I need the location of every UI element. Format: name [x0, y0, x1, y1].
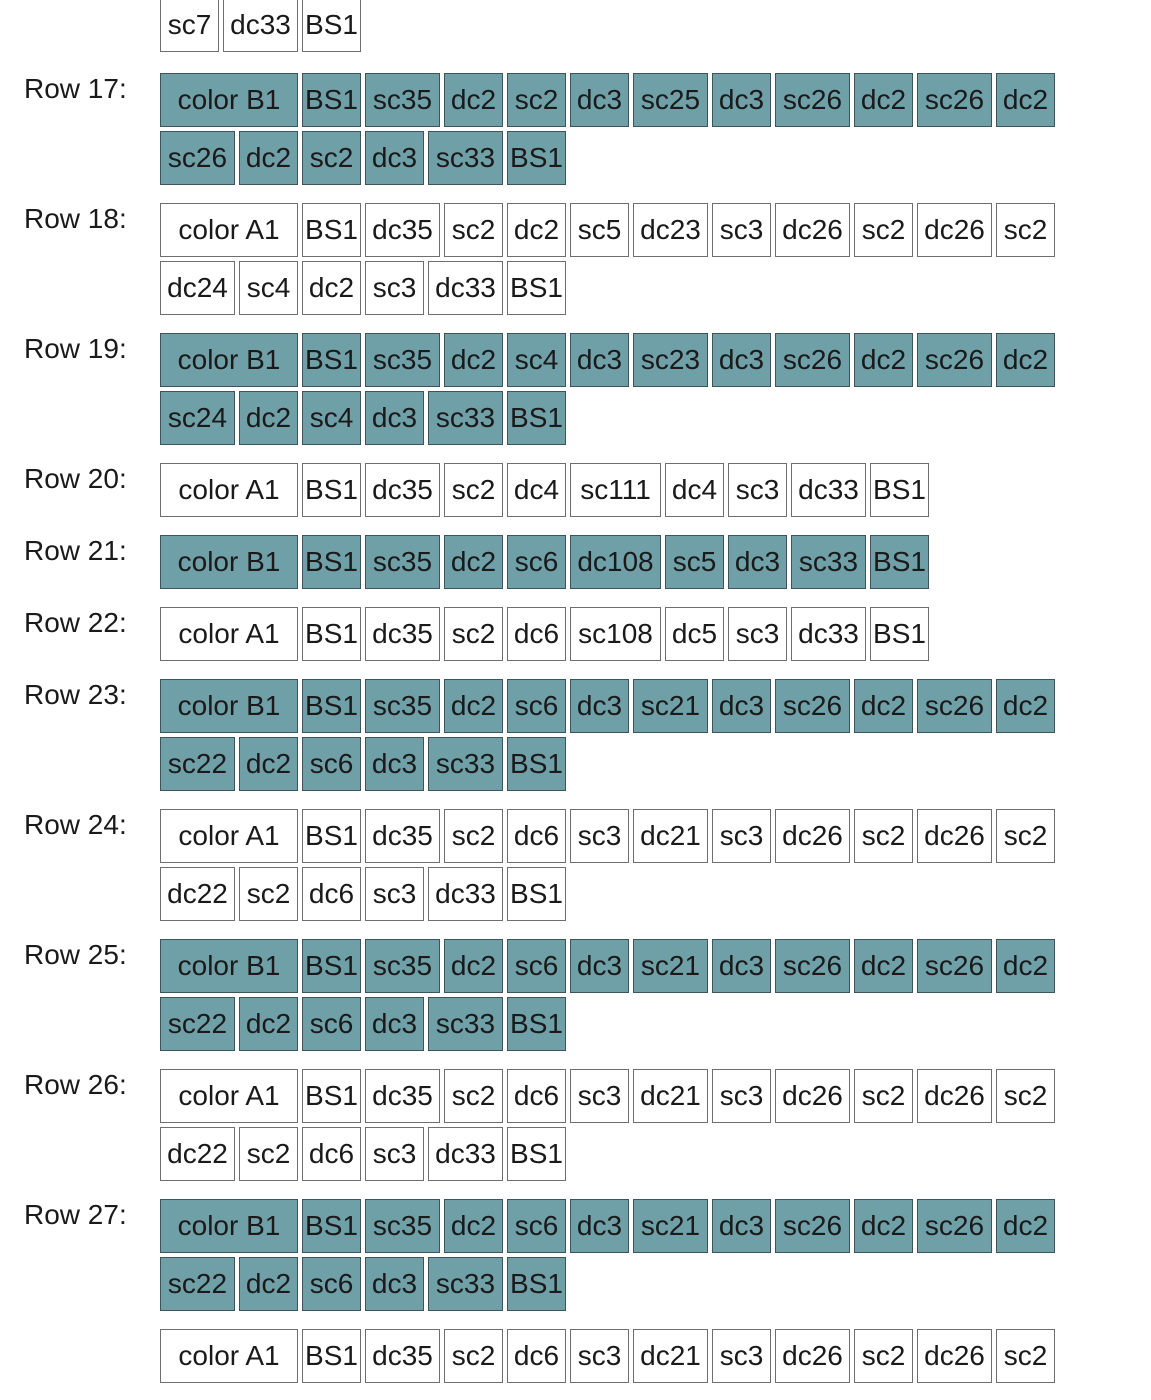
stitch-cell-sc26[interactable]: sc26 [160, 131, 235, 185]
stitch-cell-sc5[interactable]: sc5 [570, 203, 629, 257]
stitch-cell-dc2[interactable]: dc2 [444, 535, 503, 589]
stitch-cell-dc2[interactable]: dc2 [444, 1199, 503, 1253]
stitch-cell-sc21[interactable]: sc21 [633, 679, 708, 733]
stitch-cell-sc6[interactable]: sc6 [507, 939, 566, 993]
stitch-cell-dc23[interactable]: dc23 [633, 203, 708, 257]
stitch-cell-dc33[interactable]: dc33 [223, 0, 298, 52]
stitch-cell-dc2[interactable]: dc2 [444, 939, 503, 993]
stitch-cell-sc2[interactable]: sc2 [996, 1329, 1055, 1383]
stitch-cell-dc2[interactable]: dc2 [239, 391, 298, 445]
stitch-cell-dc33[interactable]: dc33 [791, 463, 866, 517]
stitch-cell-sc6[interactable]: sc6 [507, 535, 566, 589]
stitch-cell-sc24[interactable]: sc24 [160, 391, 235, 445]
stitch-cell-bs1[interactable]: BS1 [302, 0, 361, 52]
stitch-cell-sc3[interactable]: sc3 [712, 1069, 771, 1123]
stitch-cell-sc33[interactable]: sc33 [428, 391, 503, 445]
stitch-cell-sc2[interactable]: sc2 [854, 809, 913, 863]
stitch-cell-dc26[interactable]: dc26 [917, 1329, 992, 1383]
stitch-cell-color-a1[interactable]: color A1 [160, 607, 298, 661]
stitch-cell-color-b1[interactable]: color B1 [160, 679, 298, 733]
stitch-cell-sc2[interactable]: sc2 [444, 1069, 503, 1123]
stitch-cell-sc5[interactable]: sc5 [665, 535, 724, 589]
stitch-cell-sc3[interactable]: sc3 [728, 607, 787, 661]
stitch-cell-dc2[interactable]: dc2 [854, 939, 913, 993]
stitch-cell-sc26[interactable]: sc26 [917, 333, 992, 387]
stitch-cell-sc2[interactable]: sc2 [854, 203, 913, 257]
stitch-cell-dc21[interactable]: dc21 [633, 809, 708, 863]
stitch-cell-dc3[interactable]: dc3 [712, 1199, 771, 1253]
stitch-cell-color-a1[interactable]: color A1 [160, 463, 298, 517]
stitch-cell-sc22[interactable]: sc22 [160, 737, 235, 791]
stitch-cell-sc2[interactable]: sc2 [444, 463, 503, 517]
stitch-cell-sc4[interactable]: sc4 [239, 261, 298, 315]
stitch-cell-bs1[interactable]: BS1 [507, 737, 566, 791]
stitch-cell-sc2[interactable]: sc2 [854, 1329, 913, 1383]
stitch-cell-color-a1[interactable]: color A1 [160, 203, 298, 257]
stitch-cell-dc2[interactable]: dc2 [239, 737, 298, 791]
stitch-cell-dc35[interactable]: dc35 [365, 607, 440, 661]
stitch-cell-dc2[interactable]: dc2 [854, 73, 913, 127]
stitch-cell-dc6[interactable]: dc6 [507, 1329, 566, 1383]
stitch-cell-dc26[interactable]: dc26 [775, 203, 850, 257]
stitch-cell-sc3[interactable]: sc3 [728, 463, 787, 517]
stitch-cell-dc3[interactable]: dc3 [712, 679, 771, 733]
stitch-cell-dc2[interactable]: dc2 [239, 1257, 298, 1311]
stitch-cell-sc26[interactable]: sc26 [775, 73, 850, 127]
stitch-cell-dc33[interactable]: dc33 [428, 261, 503, 315]
stitch-cell-sc21[interactable]: sc21 [633, 939, 708, 993]
stitch-cell-dc3[interactable]: dc3 [570, 1199, 629, 1253]
stitch-cell-dc6[interactable]: dc6 [302, 867, 361, 921]
stitch-cell-bs1[interactable]: BS1 [302, 535, 361, 589]
stitch-cell-dc3[interactable]: dc3 [365, 391, 424, 445]
stitch-cell-dc22[interactable]: dc22 [160, 867, 235, 921]
stitch-cell-dc26[interactable]: dc26 [775, 1069, 850, 1123]
row-label: Row 21: [24, 535, 127, 566]
stitch-cell-sc3[interactable]: sc3 [570, 809, 629, 863]
stitch-cell-bs1[interactable]: BS1 [302, 1069, 361, 1123]
stitch-cell-sc4[interactable]: sc4 [302, 391, 361, 445]
stitch-cell-dc22[interactable]: dc22 [160, 1127, 235, 1181]
stitch-cell-sc6[interactable]: sc6 [507, 1199, 566, 1253]
stitch-cell-sc3[interactable]: sc3 [365, 1127, 424, 1181]
row-label: Row 18: [24, 203, 127, 234]
row-label: Row 26: [24, 1069, 127, 1100]
stitch-cell-dc2[interactable]: dc2 [444, 679, 503, 733]
row-label: Row 19: [24, 333, 127, 364]
stitch-cell-dc5[interactable]: dc5 [665, 607, 724, 661]
stitch-cell-sc33[interactable]: sc33 [428, 737, 503, 791]
stitch-cell-dc2[interactable]: dc2 [239, 131, 298, 185]
stitch-cell-sc35[interactable]: sc35 [365, 679, 440, 733]
stitch-cell-sc26[interactable]: sc26 [917, 939, 992, 993]
stitch-cell-dc35[interactable]: dc35 [365, 809, 440, 863]
row-label: Row 24: [24, 809, 127, 840]
stitch-cell-dc3[interactable]: dc3 [365, 737, 424, 791]
stitch-cell-dc3[interactable]: dc3 [712, 333, 771, 387]
stitch-cell-sc35[interactable]: sc35 [365, 1199, 440, 1253]
stitch-cell-dc2[interactable]: dc2 [996, 1199, 1055, 1253]
stitch-cell-bs1[interactable]: BS1 [507, 867, 566, 921]
stitch-cell-sc3[interactable]: sc3 [712, 203, 771, 257]
stitch-cell-dc2[interactable]: dc2 [507, 203, 566, 257]
stitch-cell-dc26[interactable]: dc26 [775, 1329, 850, 1383]
row-label: Row 17: [24, 73, 127, 104]
stitch-cell-bs1[interactable]: BS1 [507, 391, 566, 445]
stitch-cell-dc2[interactable]: dc2 [854, 333, 913, 387]
stitch-cell-bs1[interactable]: BS1 [302, 607, 361, 661]
stitch-cell-sc2[interactable]: sc2 [854, 1069, 913, 1123]
stitch-cell-sc21[interactable]: sc21 [633, 1199, 708, 1253]
stitch-cell-dc3[interactable]: dc3 [365, 997, 424, 1051]
stitch-cell-color-a1[interactable]: color A1 [160, 1329, 298, 1383]
stitch-cell-color-b1[interactable]: color B1 [160, 73, 298, 127]
stitch-cell-dc2[interactable]: dc2 [996, 333, 1055, 387]
stitch-cell-dc2[interactable]: dc2 [444, 333, 503, 387]
stitch-cell-dc35[interactable]: dc35 [365, 203, 440, 257]
stitch-cell-dc26[interactable]: dc26 [775, 809, 850, 863]
row-label: Row 22: [24, 607, 127, 638]
stitch-cell-bs1[interactable]: BS1 [302, 1199, 361, 1253]
stitch-cell-sc33[interactable]: sc33 [428, 1257, 503, 1311]
stitch-cell-sc3[interactable]: sc3 [712, 1329, 771, 1383]
stitch-cell-dc2[interactable]: dc2 [854, 679, 913, 733]
stitch-cell-dc3[interactable]: dc3 [712, 939, 771, 993]
stitch-cell-sc2[interactable]: sc2 [444, 607, 503, 661]
stitch-cell-dc2[interactable]: dc2 [302, 261, 361, 315]
stitch-cell-dc3[interactable]: dc3 [570, 73, 629, 127]
stitch-cell-sc2[interactable]: sc2 [996, 203, 1055, 257]
stitch-cell-dc35[interactable]: dc35 [365, 1069, 440, 1123]
stitch-cell-dc35[interactable]: dc35 [365, 1329, 440, 1383]
stitch-cell-bs1[interactable]: BS1 [302, 203, 361, 257]
stitch-cell-bs1[interactable]: BS1 [302, 333, 361, 387]
stitch-cell-dc3[interactable]: dc3 [712, 73, 771, 127]
stitch-cell-sc33[interactable]: sc33 [428, 131, 503, 185]
stitch-cell-sc26[interactable]: sc26 [775, 1199, 850, 1253]
stitch-cell-dc35[interactable]: dc35 [365, 463, 440, 517]
stitch-cell-dc6[interactable]: dc6 [507, 1069, 566, 1123]
row-label: Row 27: [24, 1199, 127, 1230]
stitch-cell-color-b1[interactable]: color B1 [160, 939, 298, 993]
stitch-cell-sc3[interactable]: sc3 [570, 1329, 629, 1383]
stitch-cell-sc22[interactable]: sc22 [160, 1257, 235, 1311]
row-label: Row 20: [24, 463, 127, 494]
stitch-cell-dc2[interactable]: dc2 [444, 73, 503, 127]
stitch-cell-bs1[interactable]: BS1 [507, 131, 566, 185]
stitch-cell-sc2[interactable]: sc2 [302, 131, 361, 185]
stitch-cell-dc2[interactable]: dc2 [996, 939, 1055, 993]
stitch-cell-sc33[interactable]: sc33 [428, 997, 503, 1051]
stitch-cell-dc33[interactable]: dc33 [428, 867, 503, 921]
stitch-cell-dc2[interactable]: dc2 [996, 679, 1055, 733]
row-label: Row 23: [24, 679, 127, 710]
stitch-cell-color-b1[interactable]: color B1 [160, 535, 298, 589]
stitch-cell-sc26[interactable]: sc26 [917, 73, 992, 127]
stitch-cell-sc3[interactable]: sc3 [365, 261, 424, 315]
stitch-cell-sc22[interactable]: sc22 [160, 997, 235, 1051]
stitch-cell-dc26[interactable]: dc26 [917, 203, 992, 257]
stitch-cell-bs1[interactable]: BS1 [302, 73, 361, 127]
stitch-cell-sc35[interactable]: sc35 [365, 535, 440, 589]
stitch-cell-bs1[interactable]: BS1 [870, 607, 929, 661]
stitch-cell-sc26[interactable]: sc26 [775, 333, 850, 387]
stitch-cell-dc21[interactable]: dc21 [633, 1329, 708, 1383]
stitch-cell-bs1[interactable]: BS1 [302, 463, 361, 517]
stitch-cell-dc3[interactable]: dc3 [570, 939, 629, 993]
stitch-cell-color-b1[interactable]: color B1 [160, 1199, 298, 1253]
stitch-cell-bs1[interactable]: BS1 [507, 997, 566, 1051]
stitch-cell-color-a1[interactable]: color A1 [160, 809, 298, 863]
stitch-cell-dc21[interactable]: dc21 [633, 1069, 708, 1123]
stitch-cell-bs1[interactable]: BS1 [302, 1329, 361, 1383]
stitch-cell-color-b1[interactable]: color B1 [160, 333, 298, 387]
stitch-cell-sc3[interactable]: sc3 [570, 1069, 629, 1123]
stitch-cell-dc26[interactable]: dc26 [917, 1069, 992, 1123]
stitch-cell-dc26[interactable]: dc26 [917, 809, 992, 863]
stitch-cell-sc35[interactable]: sc35 [365, 73, 440, 127]
stitch-cell-sc6[interactable]: sc6 [302, 997, 361, 1051]
stitch-cell-sc25[interactable]: sc25 [633, 73, 708, 127]
stitch-cell-bs1[interactable]: BS1 [302, 939, 361, 993]
stitch-cell-sc26[interactable]: sc26 [775, 679, 850, 733]
stitch-cell-dc2[interactable]: dc2 [854, 1199, 913, 1253]
stitch-cell-dc6[interactable]: dc6 [507, 809, 566, 863]
stitch-cell-dc2[interactable]: dc2 [996, 73, 1055, 127]
stitch-cell-bs1[interactable]: BS1 [507, 1257, 566, 1311]
stitch-cell-sc108[interactable]: sc108 [570, 607, 661, 661]
stitch-cell-dc24[interactable]: dc24 [160, 261, 235, 315]
stitch-cell-sc26[interactable]: sc26 [775, 939, 850, 993]
stitch-cell-bs1[interactable]: BS1 [302, 809, 361, 863]
stitch-cell-sc7[interactable]: sc7 [160, 0, 219, 52]
row-label: Row 25: [24, 939, 127, 970]
stitch-cell-dc4[interactable]: dc4 [665, 463, 724, 517]
stitch-cell-sc33[interactable]: sc33 [791, 535, 866, 589]
stitch-cell-color-a1[interactable]: color A1 [160, 1069, 298, 1123]
stitch-cell-sc2[interactable]: sc2 [239, 867, 298, 921]
stitch-cell-sc26[interactable]: sc26 [917, 1199, 992, 1253]
stitch-cell-sc2[interactable]: sc2 [239, 1127, 298, 1181]
stitch-cell-sc6[interactable]: sc6 [507, 679, 566, 733]
stitch-cell-sc4[interactable]: sc4 [507, 333, 566, 387]
stitch-cell-bs1[interactable]: BS1 [302, 679, 361, 733]
stitch-cell-bs1[interactable]: BS1 [507, 261, 566, 315]
stitch-cell-dc4[interactable]: dc4 [507, 463, 566, 517]
stitch-cell-sc35[interactable]: sc35 [365, 333, 440, 387]
stitch-cell-sc2[interactable]: sc2 [996, 809, 1055, 863]
stitch-cell-sc6[interactable]: sc6 [302, 1257, 361, 1311]
stitch-cell-sc2[interactable]: sc2 [996, 1069, 1055, 1123]
stitch-cell-sc111[interactable]: sc111 [570, 463, 661, 517]
stitch-cell-sc23[interactable]: sc23 [633, 333, 708, 387]
stitch-cell-dc3[interactable]: dc3 [728, 535, 787, 589]
stitch-cell-dc6[interactable]: dc6 [302, 1127, 361, 1181]
stitch-cell-sc3[interactable]: sc3 [365, 867, 424, 921]
stitch-cell-dc33[interactable]: dc33 [791, 607, 866, 661]
stitch-cell-dc3[interactable]: dc3 [365, 1257, 424, 1311]
stitch-cell-sc6[interactable]: sc6 [302, 737, 361, 791]
stitch-cell-sc35[interactable]: sc35 [365, 939, 440, 993]
stitch-cell-dc2[interactable]: dc2 [239, 997, 298, 1051]
stitch-cell-bs1[interactable]: BS1 [507, 1127, 566, 1181]
stitch-cell-sc2[interactable]: sc2 [444, 203, 503, 257]
stitch-cell-sc2[interactable]: sc2 [507, 73, 566, 127]
stitch-cell-bs1[interactable]: BS1 [870, 463, 929, 517]
stitch-cell-sc2[interactable]: sc2 [444, 1329, 503, 1383]
stitch-cell-sc2[interactable]: sc2 [444, 809, 503, 863]
stitch-cell-dc108[interactable]: dc108 [570, 535, 661, 589]
stitch-cell-sc26[interactable]: sc26 [917, 679, 992, 733]
stitch-cell-bs1[interactable]: BS1 [870, 535, 929, 589]
stitch-cell-dc3[interactable]: dc3 [570, 333, 629, 387]
stitch-cell-dc6[interactable]: dc6 [507, 607, 566, 661]
stitch-cell-dc33[interactable]: dc33 [428, 1127, 503, 1181]
stitch-cell-sc3[interactable]: sc3 [712, 809, 771, 863]
stitch-cell-dc3[interactable]: dc3 [365, 131, 424, 185]
stitch-cell-dc3[interactable]: dc3 [570, 679, 629, 733]
